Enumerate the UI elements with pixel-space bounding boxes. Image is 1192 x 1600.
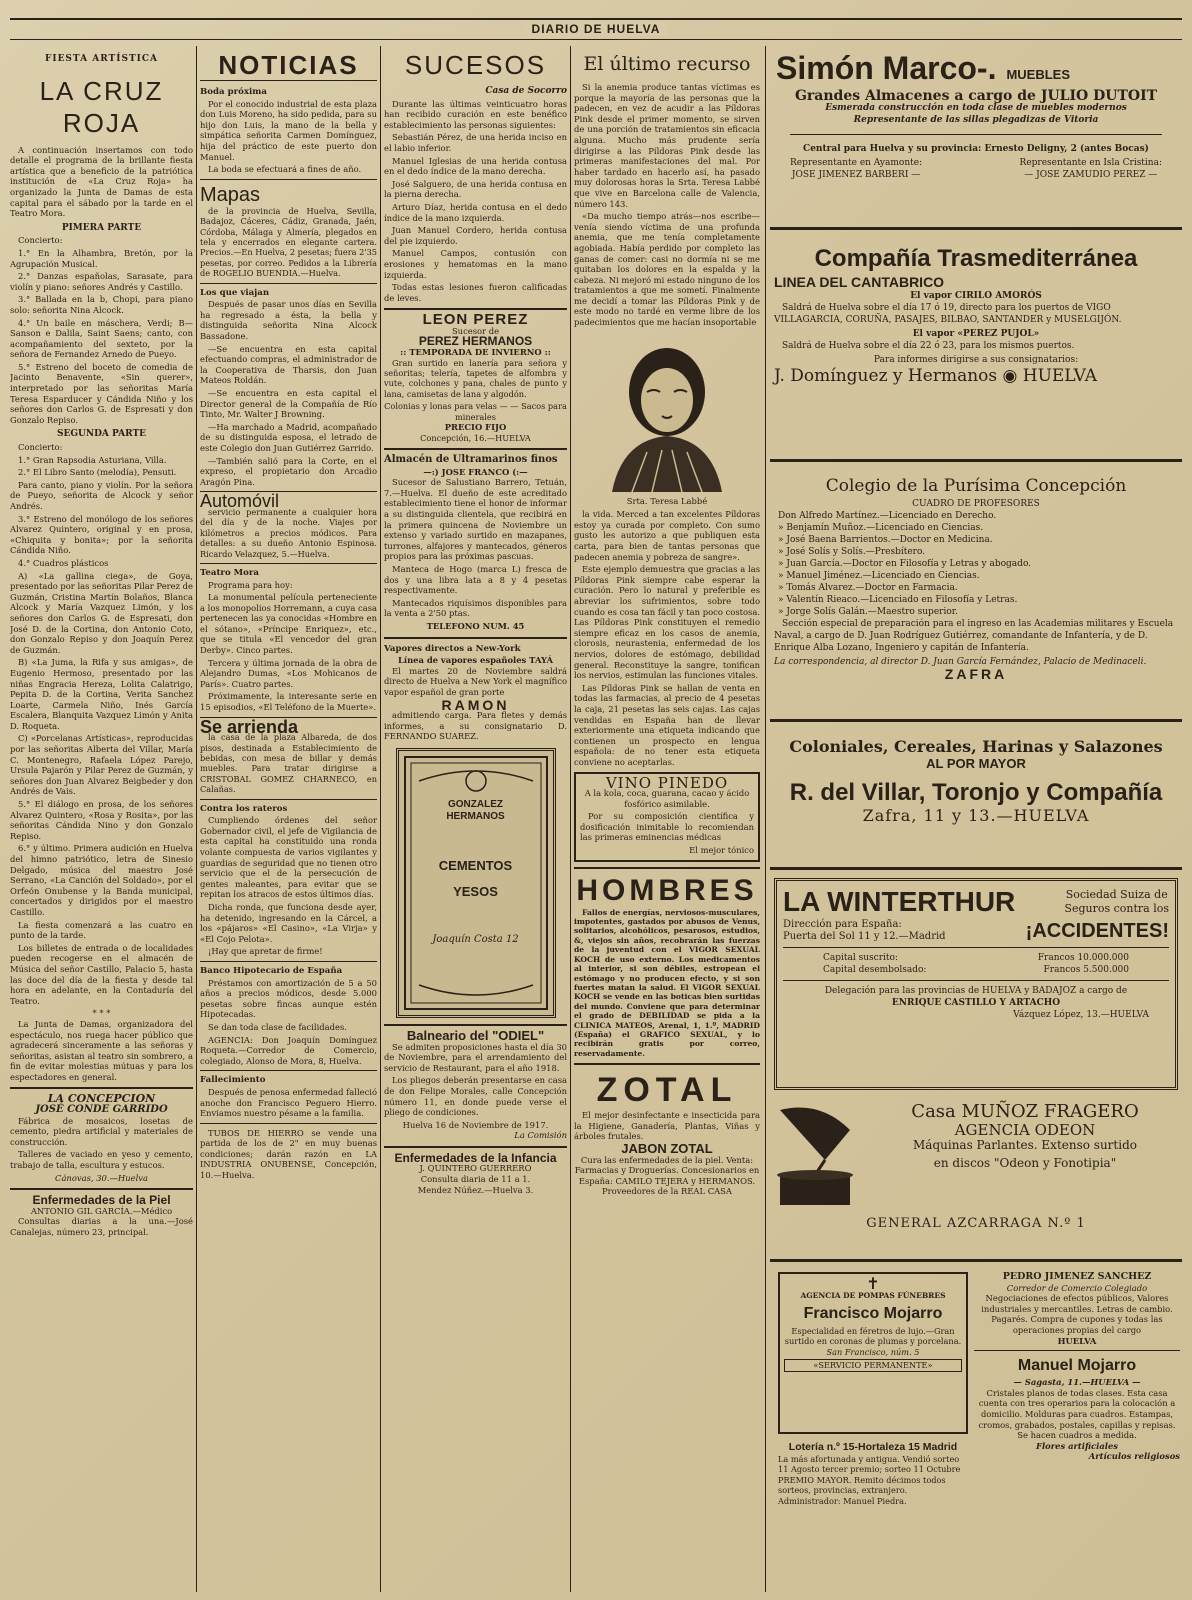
news-body: Préstamos con amortización de 5 a 50 años a precios módicos, desde 5.000 pesetas sobre fincas aunque estén Hipotecadas. — [200, 977, 377, 1020]
ad-concepcion-name: JOSÉ CONDE GARRIDO — [35, 1104, 168, 1116]
ad-pedro-city: HUELVA — [1057, 1335, 1097, 1346]
section-title: NOTICIAS — [200, 50, 377, 81]
ad-colegio-title: Colegio de la Purísima Concepción — [825, 476, 1127, 496]
ad-manuel-articles: Artículos religiosos — [1088, 1451, 1180, 1462]
ad-loteria — [778, 1440, 968, 1590]
divider — [200, 563, 377, 564]
ad-simon-central: Central para Huelva y su provincia: Ernesto Deligny, 2 (antes Bocas) — [803, 144, 1149, 154]
news-heading: Casa de Socorro — [485, 86, 567, 96]
column-rule — [570, 46, 571, 1592]
news-heading: Fallecimiento — [200, 1075, 266, 1086]
divider — [790, 134, 1162, 135]
ad-hombres-body: Fallos de energías, nerviosos-musculares, impotentes, gastados por abusos de Venus, solitarios, alcohólicos, pesarosos, estudios, &, viejos sin años, recobrarán las fuerzas de la juventud con el VIGOR SEXUAL KOCH de uso externo. Los medicamentos al interior, si son débiles, estropean el estómago y no producen efecto, y si son fuertes matan la salud. El VIGOR SEXUAL KOCH se vende en las boticas bien surtidas del mundo. Conviene que para determinar el grado de DEBILIDAD se pida a la CLINICA MATEOS, Arenal, 1, 1.º, MADRID (España) el GRAFICO SEXUAL, y lo recibirán gratis por correo, reservadamente. — [574, 907, 760, 1058]
ad-leon-body: Gran surtido en lanería para señora y señoritas; telería, tapetes de alfombra y vute, colchones y pana, chales de punto y lana, camisetas de lana y algodón. — [384, 357, 567, 399]
news-item: Todas estas lesiones fueron calificadas de leves. — [384, 282, 567, 303]
article-body: Este ejemplo demuestra que gracias a las Píldoras Pink siempre cabe esperar la curación. Pero lo natural y preferible es abreviar los sufrimientos, sobre todo cuando es cosa tan fácil y tan poco costosa. Las Píldoras Pink constituyen el remedio siempre eficaz en los casos de anemia, clorosis, neurastenia, enfermedad de los nervios, dolores de estómago, debilidad general. Reconstituye la sangre, tonifican los nervios, estimulan las funciones vitales. — [574, 564, 760, 681]
ad-mojarro-head: AGENCIA DE POMPAS FÚNEBRES — [800, 1291, 946, 1300]
ad-trasm-body: Saldrá de Huelva sobre el día 22 ó 23, para los mismos puertos. — [782, 341, 1075, 351]
news-body: La monumental película perteneciente a los monopolios Horremann, a cuya casa pertenecen las ya conocidas «Hombre en el sótano», «Príncipe Enriquez», etc., que se titula «El vencedor del gran Derby». Cinco partes. — [200, 592, 377, 656]
program-item: 5.° Estreno del boceto de comedia de Jacinto Benavente, «Sin querer», interpretado por las señoritas María Teresa Esparducer y Cándida Niño y los señores don Carlos G. de Espresati y don Gonzalo Repiso. — [10, 361, 193, 425]
ad-munoz-line: en discos "Odeon y Fonotipia" — [933, 1156, 1117, 1170]
ad-pedro-title: Corredor de Comercio Colegiado — [1006, 1282, 1148, 1293]
divider — [384, 1024, 567, 1026]
news-item: Manuel Campos, contusión con erosiones y hematomas en la mano izquierda. — [384, 248, 567, 280]
ad-vino-title: VINO PINEDO — [605, 773, 729, 792]
ad-wint-capital-value: Francos 5.500.000 — [1043, 965, 1129, 975]
ad-simon-tag: MUEBLES — [1006, 67, 1071, 82]
program-item: 2.° Danzas españolas, Sarasate, para violín y piano: señores Andrés y Castillo. — [10, 271, 193, 292]
program-item: 4.° Un baile en máschera, Verdi; B—Sanson e Dalila, Saint Saens; canto, con acompañamiento del sexteto, por la señora de Fernandez Arnedo de Pueyo. — [10, 317, 193, 360]
divider — [200, 799, 377, 800]
ad-cementos-brand: GONZALEZ HERMANOS — [446, 798, 505, 822]
news-body: Se dan toda clase de facilidades. — [208, 1021, 347, 1032]
staff-item: » Jorge Solís Galán.—Maestro superior. — [778, 607, 958, 617]
article-body: Las Píldoras Pink se hallan de venta en todas las farmacias, al precio de 4 pesetas la caja, 21 pesetas las seis cajas. Las cajas vendidas en España han de llevar exteriormente una etiqueta indicando que contienen un prospecto en lengua española: de no tener esta etiqueta conviene no aceptarlas. — [574, 682, 760, 767]
ad-colegio-city: ZAFRA — [944, 666, 1008, 682]
ad-zotal-title: ZOTAL — [596, 1071, 738, 1110]
ad-odiel-date: Huelva 16 de Noviembre de 1917. — [402, 1119, 549, 1130]
column-noticias — [200, 46, 377, 1592]
divider — [200, 1070, 377, 1071]
column-sucesos — [384, 46, 567, 1592]
ad-zotal-body: El mejor desinfectante e insecticida para la Higiene, Ganadería, Plantas, Viñas y árboles frutales. — [574, 1110, 760, 1142]
ad-leon-season: :: TEMPORADA DE INVIERNO :: — [400, 347, 551, 358]
ad-concepcion-body: Talleres de vaciado en yeso y cemento, trabajo de talla, escultura y estucos. — [10, 1149, 193, 1171]
section-title: SUCESOS — [404, 50, 547, 80]
ad-manuel-name: Manuel Mojarro — [1017, 1357, 1137, 1375]
ad-trasm-line: LINEA DEL CANTABRICO — [774, 274, 945, 290]
ad-concepcion-address: Cánovas, 30.—Huelva — [55, 1172, 148, 1183]
ad-mapas-body: de la provincia de Huelva, Sevilla, Badajoz, Cáceres, Cádiz, Granada, Jaén, Córdoba, Málaga y Almería, plegados en tela y encerrados en elegante cartera. Precios.—En Huelva, 2 pesetas; fuera 2'35 pesetas, por correo. Pedidos a la Librería de ROGELIO BUENDIA.—Huelva. — [200, 205, 377, 279]
ad-infancia-title: Enfermedades de la Infancia — [394, 1150, 557, 1165]
ad-almacen-body: Mantecados riquísimos disponibles para la venta a 2'50 ptas. — [384, 597, 567, 619]
program-part-1 — [10, 235, 193, 425]
ad-odiel-body: Se admiten proposiciones hasta el día 30 de Noviembre, para el arrendamiento del servicio de Restaurant, para el año 1918. — [384, 1041, 567, 1073]
ad-wint-direction: Puerta del Sol 11 y 12.—Madrid — [783, 931, 946, 942]
news-body: Tercera y última jornada de la obra de Alejandro Dumas, «Los Mohicanos de París». Cuatro partes. — [200, 657, 377, 689]
ad-mojarro-permanent: «SERVICIO PERMANENTE» — [784, 1359, 962, 1371]
ad-simon-rep-label: Representante en Ayamonte: — [790, 158, 923, 168]
woman-portrait-icon — [592, 332, 742, 492]
news-item: Juan Manuel Cordero, herida contusa del pie izquierdo. — [384, 225, 567, 246]
news-body: Próximamente, la interesante serie en 15 episodios, «El Teléfono de la Muerte». — [200, 691, 377, 713]
article-intro: A continuación insertamos con todo detalle el programa de la brillante fiesta artística que a beneficio de la patriótica institución de «La Cruz Roja» ha organizado la Junta de Damas de esta capital para el sábado por la tarde en el Teatro Mora. — [10, 144, 193, 219]
program-item: 2.° El Libro Santo (melodía), Pensuti. — [18, 467, 177, 478]
staff-item: » José Solís y Solís.—Presbítero. — [778, 547, 926, 557]
program-item: A) «La gallina ciega», de Goya, presentado por las señoritas Pilar Perez de Guzmán, Cristina Martín Bolaños, Blanca Alcock y María Vazquez Limón, y los señores don Carlos G. de Espresati, don José D. de la Cortina, don Antonio Coto, don Gonzalo Repiso y don Joaquín Perez de Guzmán. — [10, 570, 193, 655]
ad-leon-firm: PEREZ HERMANOS — [418, 334, 533, 349]
ad-mojarro-name: Francisco Mojarro — [803, 1305, 943, 1322]
ad-trasm-body: Saldrá de Huelva sobre el día 17 ó 19, directo para los puertos de VIGO VILLAGARCIA, CORUÑA, PASAJES, BILBAO, SANTANDER y MUSELGIJÓN. — [774, 303, 1122, 325]
divider — [200, 179, 377, 180]
ad-leon-sub: Sucesor de — [451, 325, 500, 336]
program-part-2 — [10, 442, 193, 1082]
ad-almacen-body: Manteca de Hogo (marca L) fresca de dos y una libra lata a 8 y 4 pesetas respectivamente. — [384, 564, 567, 596]
program-item: 4.° Cuadros plásticos — [18, 557, 109, 568]
program-item: Concierto: — [18, 442, 63, 453]
program-item: 1.° En la Alhambra, Bretón, por la Agrupación Musical. — [10, 247, 193, 269]
ad-odiel-body: Los pliegos deberán presentarse en casa de don Felipe Morales, calle Concepción número 11, en donde puede verse el pliego de condiciones. — [384, 1075, 567, 1118]
ad-automovil-body: servicio permanente a cualquier hora del día y de la noche. Viajes por kilómetros a precios módicos. Para detalles: a su dueño Antonio Espinosa. Ricardo Velazquez, 5.—Huelva. — [200, 506, 377, 559]
portrait-image — [592, 332, 742, 492]
ad-cementos-line: CEMENTOS — [438, 857, 513, 873]
ad-colegio-body: Sección especial de preparación para el ingreso en las Academias militares y Escuela Naval, a cargo de D. Juan Rodríguez Gutiérrez, comandante de Infantería, y de D. Enrique Alba Lozano, Ingeniero y capitán de Infantería. — [774, 619, 1174, 653]
ad-jabon-title: JABON ZOTAL — [621, 1140, 713, 1156]
article-body: Si la anemia produce tantas víctimas es porque la mayoría de las personas que la padecen, en vez de acudir a las Píldoras Pink desde el primer momento, se sirven de una porción de tratamientos sin eficacia alguna. Mucho más prudente sería dirigirse a las Píldoras Pink desde las primeras manifestaciones del mal. Por haber tardado en hacerlo así, ha pasado muy dolorosas horas la Srta. Teresa Labbé que vive en Barcelona calle de Valencia, número 143. — [574, 82, 760, 209]
news-body: —Se encuentra en esta capital el Director general de la Compañía de Río Tinto, Mr. Walter J Browning. — [200, 387, 377, 420]
column-cruz-roja — [10, 46, 193, 1592]
ad-piel-doctor: ANTONIO GIL GARCÍA.—Médico — [30, 1205, 173, 1216]
divider — [974, 1350, 1180, 1351]
news-body: La boda se efectuará a fines de año. — [208, 164, 362, 175]
ad-leon-title: LEON PEREZ — [422, 311, 529, 329]
ad-vino-body: Por su composición científica y dosificación inimitable lo recomiendan las primeras eminencias médicas — [580, 811, 754, 843]
ad-odiel-title: Balneario del "ODIEL" — [406, 1027, 545, 1043]
news-body: Después de penosa enfermedad falleció anoche don Francisco Peguero Hierro. Enviamos nuestro pésame a la familia. — [200, 1086, 377, 1119]
news-body: —Ha marchado a Madrid, acompañado de su distinguida esposa, el letrado de este Colegio don Juan Gutiérrez Garrido. — [200, 421, 377, 453]
divider — [200, 283, 377, 284]
ad-colon-firm: R. del Villar, Toronjo y Compañía — [789, 779, 1163, 806]
cross-icon: ✝ — [866, 1274, 880, 1293]
newspaper-title: DIARIO DE HUELVA — [524, 22, 669, 36]
ad-pedro-body: Negociaciones de efectos públicos, Valores industriales y mercantiles. Letras de cambio. Pagarés. Compra de cupones y todas las operaciones propias del cargo — [981, 1293, 1173, 1335]
ad-simon-rep-label: Representante en Isla Cristina: — [1019, 158, 1162, 168]
article-body: «Da mucho tiempo atrás—nos escribe—venía siendo víctima de una profunda anemia, que me tenía completamente agobiada. Había perdido por completo las ganas de comer: casi no dormía ni se me quitaban los dolores en la espalda y la cabeza. Ni mejoró mi estado ninguno de los tratamientos a que me sometí. Finalmente me decidí a tomar las Píldoras Pink y de este modo no tardé en verme libre de los padecimientos que me hacían insoportable — [574, 211, 760, 328]
divider — [384, 637, 567, 639]
ad-trasm-info: Para informes dirigirse a sus consignatarios: — [873, 355, 1079, 365]
program-item: C) «Porcelanas Artísticas», reproducidas por las señoritas Alberta del Villar, María C. Montenegro, Rafaela López Parejo, Ursula Pajarón y Pilar Perez de Guzmán, y señores don Juan Alvarez Beigbeder y don Andrés de Vais. — [10, 733, 193, 797]
ad-colegio-correspondence: La correspondencia, al director D. Juan García Fernández, Palacio de Medinaceli. — [774, 657, 1147, 667]
ad-wint-delegation: Delegación para las provincias de HUELVA y BADAJOZ a cargo de — [824, 986, 1128, 996]
ad-colon-title: Coloniales, Cereales, Harinas y Salazones — [789, 737, 1163, 756]
ad-colegio — [770, 470, 1182, 722]
news-item: Manuel Iglesias de una herida contusa en el dedo índice de la mano derecha. — [384, 155, 567, 177]
article-headline: El último recurso — [583, 53, 751, 75]
news-body: AGENCIA: Don Joaquín Domínguez Roqueta.—Corredor de Comercio, colegiado, Alonso de Mora, 8, Huelva. — [200, 1034, 377, 1066]
staff-item: Don Alfredo Martínez.—Licenciado en Derecho. — [778, 511, 997, 521]
ad-wint-capital-row — [783, 952, 1169, 964]
ad-munoz-fragero — [770, 1100, 1182, 1262]
ad-almacen-body: Sucesor de Salustiano Barrero, Tetuán, 7.—Huelva. El dueño de este acreditado establecimiento tiene el honor de informar a su distinguida clientela, que recibirá en la primera quincena de Noviembre un extenso y variado surtido en mazapanes, turrones, alfajores y mantecados, géneros propios para las próximas pascuas. — [384, 477, 567, 562]
ad-loteria-body: La más afortunada y antigua. Vendió sorteo 11 Agosto tercer premio; sorteo 11 Octubre PREMIO MAYOR. Remito décimos todos sorteos, provincias, extranjero. Administrador: Manuel Piedra. — [778, 1454, 961, 1506]
news-body: Programa para hoy: — [208, 579, 293, 590]
ad-leon-price: PRECIO FIJO — [444, 422, 507, 433]
ad-almacen-title: Almacén de Ultramarinos finos — [384, 454, 558, 466]
ad-winterthur — [774, 878, 1178, 1090]
article-body: la vida. Merced a tan excelentes Píldoras estoy ya curada por completo. Con sumo gusto les autorizo a que publiquen esta carta, para bien de tantas personas que padecen anemia y pobreza de sangre». — [574, 509, 760, 562]
ad-wint-capital-value: Francos 10.000.000 — [1037, 953, 1129, 963]
portrait-caption: Srta. Teresa Labbé — [626, 495, 708, 506]
section-heading: SEGUNDA PARTE — [56, 429, 146, 440]
ad-simon-line: Esmerada construcción en toda clase de muebles modernos — [825, 103, 1127, 113]
ad-mapas — [200, 184, 377, 206]
ad-vapores-sub: Línea de vapores españoles TAYÁ — [398, 655, 553, 666]
gramophone-icon — [770, 1100, 860, 1210]
ad-munoz-line: Máquinas Parlantes. Extenso surtido — [913, 1138, 1137, 1152]
ad-colegio-staff — [770, 510, 1182, 618]
ad-piel-body: Consultas diarias a la una.—José Canalejas, número 23, principal. — [10, 1216, 193, 1237]
ad-infancia-name: J. QUINTERO GUERRERO — [419, 1163, 532, 1174]
ad-colon-sub: AL POR MAYOR — [926, 756, 1026, 771]
ad-manuel-flores: Flores artificiales — [1036, 1440, 1118, 1451]
program-item: 1.° Gran Rapsodia Asturiana, Villa. — [18, 454, 167, 465]
column-rule — [380, 46, 381, 1592]
program-item: La Junta de Damas, organizadora del espectáculo, nos ruega hacer público que agradecerá sinceramente a las señoras y señoritas, asistan al teatro sin sombrero, a fin de evitar molestias mútuas y para los espectadores en general. — [10, 1018, 193, 1082]
ad-piel-title: Enfermedades de la Piel — [32, 1193, 171, 1208]
news-body: Por el conocido industrial de esta plaza don Luis Moreno, ha sido pedida, para su hijo don Luis, la mano de la bella y simpática señorita Carmen Domínguez, hija del práctico de este puerto don Manuel. — [200, 98, 377, 162]
news-item: Arturo Díaz, herida contusa en el dedo índice de la mano izquierda. — [384, 201, 567, 223]
ad-odiel-signature: La Comisión — [514, 1130, 567, 1141]
column-rule — [765, 46, 766, 1592]
ad-leon-body2: Colonias y lonas para velas — — Sacos para minerales — [384, 401, 567, 422]
ad-arrienda-body: la casa de la plaza Albareda, de dos pisos, destinada a Establecimiento de bebidas, con mesa de billar y demás muebles. Para tratar dirigirse a CRISTOBAL GOMEZ CHARNECO, en Calañas. — [200, 732, 377, 795]
separator-stars: * * * — [92, 1008, 111, 1019]
ad-arrienda-title: Se arrienda — [200, 716, 299, 737]
section-heading: PIMERA PARTE — [61, 222, 142, 233]
ad-tubos: TUBOS DE HIERRO se vende una partida de los de 2" en muy buenas condiciones; darán razón en LA INDUSTRIA ONUBENSE, Concepción, 10.—Huelva. — [200, 1127, 377, 1181]
ad-jimenez-mojarro — [974, 1272, 1180, 1592]
ad-simon-line: Representante de las sillas plegadizas de Vitoria — [853, 115, 1099, 125]
ad-mapas-title: Mapas — [200, 183, 261, 206]
program-item: Concierto: — [18, 235, 63, 246]
ad-almacen-name: —:) JOSE FRANCO (:— — [423, 466, 528, 477]
ad-pedro-name: PEDRO JIMENEZ SANCHEZ — [1002, 1272, 1152, 1282]
news-heading: Los que viajan — [200, 287, 270, 298]
article-headline: LA CRUZ ROJA — [39, 75, 164, 138]
ad-vapores-body: admitiendo carga. Para fletes y demás informes, a su consignatario D. FERNANDO SUAREZ. — [384, 710, 567, 742]
ad-automovil-title: Automóvil — [200, 491, 280, 512]
ad-jabon-body: Cura las enfermedades de la piel. Venta: Farmacias y Droguerías. Concesionarios en España: CAMILO TEJERA y HERMANOS. Proveedores de la REAL CASA — [574, 1154, 760, 1197]
ad-coloniales — [770, 730, 1182, 870]
ad-munoz-sub: AGENCIA ODEON — [954, 1121, 1096, 1139]
news-body: Después de pasar unos días en Sevilla ha regresado a ésta, la bella y distinguida señorita Nina Alcock Bassadone. — [200, 299, 377, 341]
ad-trasmediterranea — [770, 238, 1182, 462]
ornament-frame-icon — [399, 751, 553, 1015]
program-item: 3.° Estreno del monólogo de los señores Alvarez Quintero, original y en prosa, «Chiquita y bonita»; por la señorita Cándida Niño. — [10, 513, 193, 556]
program-item: Para canto, piano y violín. Por la señora de Pueyo, señorita de Alcock y señor Andrés. — [10, 479, 193, 511]
staff-item: » Juan García.—Doctor en Filosofía y Letras y abogado. — [778, 559, 1032, 569]
staff-item: » Tomás Alvarez.—Doctor en Farmacia. — [778, 583, 958, 593]
ad-manuel-body: Cristales planos de todas clases. Esta casa cuenta con tres operarios para la colocación a domicilio. Molduras para cuadros. Estampas, cromos, grabados, postales, capillas y repisas. Se hacen cuadros a medida. — [978, 1387, 1176, 1441]
ad-vapores-title: Vapores directos a New-York — [384, 643, 521, 654]
divider — [783, 980, 1169, 981]
program-item: 3.° Ballada en la b, Chopi, para piano solo: señorita Nina Alcock. — [10, 294, 193, 315]
ad-vino-body: A la kola, coca, guarana, cacao y ácido fosfórico asimilable. — [584, 788, 750, 809]
ad-trasm-title: Compañía Trasmediterránea — [814, 245, 1138, 272]
ad-wint-capital-label: Capital suscrito: — [823, 953, 898, 963]
ad-wint-direction-label: Dirección para España: — [783, 919, 902, 930]
divider — [574, 1063, 760, 1065]
ad-wint-name: LA WINTERTHUR — [783, 886, 1016, 917]
program-item: Los billetes de entrada o de localidades pueden recogerse en el almacén de Música del señor Castillo, Palacio 5, hasta las doce del día de la fiesta y desde tal hora en adelante, en la Contaduría del Teatro. — [10, 942, 193, 1006]
staff-item: » José Baena Barrientos.—Doctor en Medicina. — [778, 535, 993, 545]
divider — [384, 448, 567, 450]
ad-simon-marco — [770, 46, 1182, 230]
divider — [10, 1087, 193, 1089]
ad-concepcion-body: Fábrica de mosaicos, losetas de cemento, piedra artificial y materiales de construcción. — [10, 1115, 193, 1147]
column-rule — [196, 46, 197, 1592]
program-item: 6.° y último. Primera audición en Huelva del himno patriótico, letra de Sinesio Delgado, música del maestro José Serrano, «La Canción del Soldado», por el Orfeón Onubense y la Banda municipal, concertados y dirigidos por el maestro Castillo. — [10, 843, 193, 917]
divider — [200, 961, 377, 962]
ad-wint-tag: Seguros contra los — [1064, 902, 1169, 915]
news-heading: Teatro Mora — [200, 567, 260, 578]
news-item: José Salguero, de una herida contusa en la pierna derecha. — [384, 178, 567, 200]
staff-item: » Benjamín Muñoz.—Licenciado en Ciencias. — [778, 523, 984, 533]
ad-hombres-title: HOMBRES — [576, 873, 758, 907]
program-item: La fiesta comenzará a las cuatro en punto de la tarde. — [10, 919, 193, 941]
ad-colegio-sub: CUADRO DE PROFESORES — [912, 499, 1040, 509]
ad-manuel-address: — Sagasta, 11.—HUELVA — — [1013, 1377, 1141, 1388]
ad-wint-accidents: ¡ACCIDENTES! — [1025, 920, 1169, 942]
ad-trasm-vessel: El vapor CIRILO AMORÓS — [910, 291, 1042, 301]
ad-simon-rep-name: JOSE JIMENEZ BARBERI — — [791, 170, 921, 180]
article-kicker: FIESTA ARTÍSTICA — [44, 54, 159, 64]
news-heading: Boda próxima — [200, 87, 267, 97]
ad-loteria-title: Lotería n.º 15-Hortaleza 15 Madrid — [788, 1441, 958, 1453]
ad-munoz-title: Casa MUÑOZ FRAGERO — [911, 1101, 1139, 1122]
program-item: 5.° El diálogo en prosa, de los señores Alvarez Quintero, «Rosa y Rosita», por las señoritas Cándida Nino y don Gonzalo Repiso. — [10, 799, 193, 841]
news-heading: Contra los rateros — [200, 803, 288, 814]
news-body: Durante las últimas veinticuatro horas han recibido curación en este benéfico establecimiento las personas siguientes: — [384, 98, 567, 130]
ad-trasm-agent: J. Domínguez y Hermanos ◉ HUELVA — [774, 366, 1097, 386]
ad-mojarro-address: San Francisco, núm. 5 — [826, 1346, 920, 1357]
ad-concepcion-title: LA CONCEPCION — [47, 1092, 156, 1106]
ad-wint-capital-row — [783, 964, 1169, 976]
column-ultimo-recurso — [574, 46, 760, 1592]
divider — [384, 308, 567, 310]
divider — [10, 1188, 193, 1190]
ad-wint-agent: ENRIQUE CASTILLO Y ARTACHO — [891, 998, 1061, 1008]
ad-cementos-line: YESOS — [453, 883, 498, 899]
divider — [384, 1146, 567, 1148]
ad-simon-reps — [770, 155, 1182, 183]
ad-infancia-address: Mendez Núñez.—Huelva 3. — [417, 1184, 534, 1195]
ad-mojarro-body: Especialidad en féretros de lujo.—Gran surtido en coronas de plumas y porcelana. — [784, 1326, 962, 1347]
ad-cementos — [396, 748, 556, 1018]
gramophone-image — [770, 1100, 860, 1210]
divider — [783, 947, 1169, 948]
ad-simon-line: Grandes Almacenes a cargo de JULIO DUTOIT — [794, 88, 1158, 104]
ad-wint-tag: Sociedad Suiza de — [1065, 888, 1168, 901]
ad-mojarro — [778, 1272, 968, 1434]
masthead — [10, 18, 1182, 40]
news-body: Dicha ronda, que funciona desde ayer, ha detenido, ingresando en la Cárcel, a los «pájaros» «El Casino», «La Virja» y «El Cojo Pelota». — [200, 902, 377, 944]
ad-leon-address: Concepción, 16.—HUELVA — [420, 432, 531, 443]
program-item: B) «La Juma, la Rifa y sus amigas», de Eugenio Hermoso, presentado por las niñas Engracia Hereza, Lolita Calatrigo, Pepita D. de la Cortina, Verita Sanchez Loarte, Carmela Niño, Inés García Escalera, Blanquita Vazquez Limón y Anita D. Roqueta. — [10, 657, 193, 731]
news-item: Sebastián Pérez, de una herida inciso en el labio inferior. — [384, 132, 567, 153]
news-body: ¡Hay que apretar de firme! — [208, 946, 323, 957]
ad-vino-slogan: El mejor tónico — [689, 845, 754, 856]
ad-trasm-vessel: El vapor «PEREZ PUJOL» — [912, 329, 1040, 339]
news-body: Cumpliendo órdenes del señor Gobernador civil, el jefe de Vigilancia de esta capital ha constituido una ronda volante compuesta de varios vigilantes y guardias de seguridad que no tienen otro servicio que el de la persecución de gentes maleantes, para evitar que se repitan los atracos de estos últimos días. — [200, 815, 377, 900]
ad-wint-capital-label: Capital desembolsado: — [823, 965, 927, 975]
ad-vapores-body: El martes 20 de Noviembre saldrá directo de Huelva a New York el magnífico vapor español de gran porte — [384, 665, 567, 697]
ad-simon-name: Simón Marco-. — [776, 50, 997, 86]
divider — [200, 1123, 377, 1124]
ad-vino-pinedo — [574, 772, 760, 862]
news-body: —También salió para la Corte, en el expreso, el propietario don Arcadio Aragón Pina. — [200, 455, 377, 487]
ad-munoz-address: GENERAL AZCARRAGA N.º 1 — [866, 1216, 1086, 1231]
ad-wint-address: Vázquez López, 13.—HUELVA — [1013, 1010, 1149, 1020]
ad-simon-rep-name: — JOSE ZAMUDIO PEREZ — — [1024, 170, 1158, 180]
ad-cementos-address: Joaquín Costa 12 — [432, 933, 519, 945]
ad-vapores-ship: RAMON — [441, 696, 510, 713]
staff-item: » Manuel Jiménez.—Licenciado en Ciencias. — [778, 571, 980, 581]
ad-almacen-phone: TELEFONO NUM. 45 — [426, 621, 525, 631]
news-heading: Banco Hipotecario de España — [200, 965, 343, 976]
ad-colon-address: Zafra, 11 y 13.—HUELVA — [862, 806, 1090, 825]
ad-infancia-body: Consulta diaria de 11 a 1. — [420, 1174, 531, 1185]
news-body: —Se encuentra en esta capital efectuando compras, el administrador de la Cooperativa de Tharsis, don Juan Mateos Roldán. — [200, 343, 377, 386]
divider — [574, 867, 760, 869]
staff-item: » Valentín Rieaco.—Licenciado en Filosofía y Letras. — [778, 595, 1018, 605]
